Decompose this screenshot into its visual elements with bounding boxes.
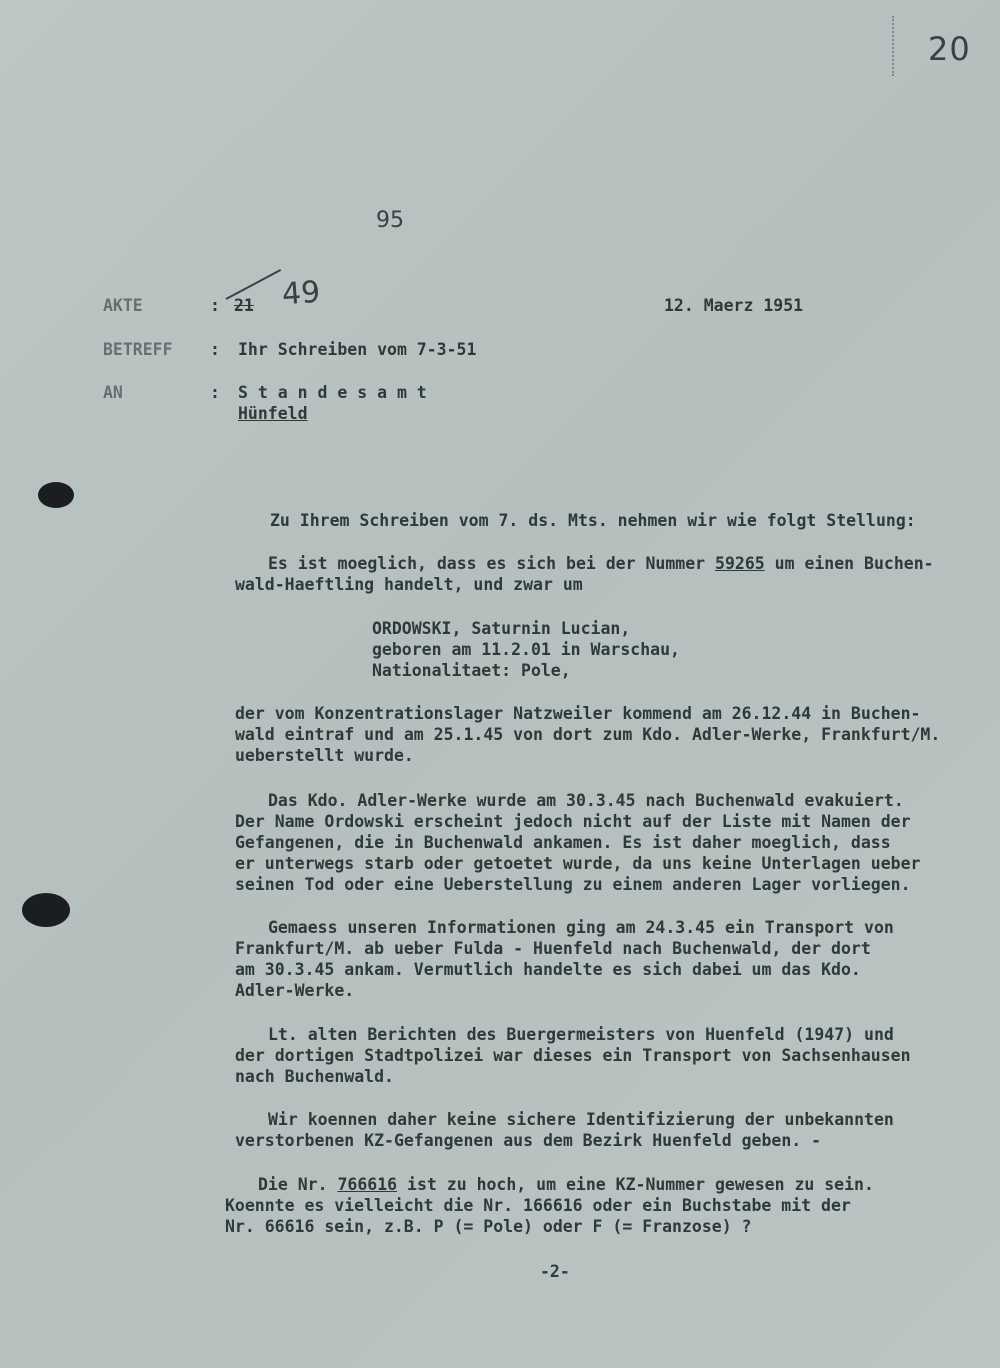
- para5-line: Lt. alten Berichten des Buergermeisters von Huenfeld (1947) und: [268, 1025, 894, 1044]
- para2-line: wald eintraf und am 25.1.45 von dort zum Kdo. Adler-Werke, Frankfurt/M.: [235, 725, 941, 744]
- person-born: geboren am 11.2.01 in Warschau,: [372, 640, 680, 659]
- betreff-label: BETREFF: [103, 340, 173, 359]
- para1-line1-pre: Es ist moeglich, dass es sich bei der Nummer: [268, 554, 716, 573]
- corner-dash-marks: [852, 16, 894, 76]
- para6-line: Wir koennen daher keine sichere Identifizierung der unbekannten: [268, 1110, 894, 1129]
- para2-line: der vom Konzentrationslager Natzweiler kommend am 26.12.44 in Buchen-: [235, 704, 921, 723]
- para6-line: verstorbenen KZ-Gefangenen aus dem Bezirk Huenfeld geben. -: [235, 1131, 822, 1150]
- para4-line: Gemaess unseren Informationen ging am 24.3.45 ein Transport von: [268, 918, 894, 937]
- para3-line: Das Kdo. Adler-Werke wurde am 30.3.45 nach Buchenwald evakuiert.: [268, 791, 904, 810]
- para1-line1: [268, 554, 934, 575]
- para7-line3: Nr. 66616 sein, z.B. P (= Pole) oder F (= Franzose) ?: [225, 1217, 752, 1236]
- ink-blot-upper: [38, 482, 74, 508]
- para3-line: seinen Tod oder eine Ueberstellung zu einem anderen Lager vorliegen.: [235, 875, 911, 894]
- letter-date: 12. Maerz 1951: [664, 296, 804, 315]
- para4-line: Adler-Werke.: [235, 981, 355, 1000]
- para1-line1-post: um einen Buchen-: [764, 554, 934, 573]
- an-city: Hünfeld: [238, 404, 308, 423]
- para4-line: am 30.3.45 ankam. Vermutlich handelte es sich dabei um das Kdo.: [235, 960, 861, 979]
- betreff-separator: :: [210, 340, 220, 359]
- an-separator: :: [210, 383, 220, 402]
- salutation: Zu Ihrem Schreiben vom 7. ds. Mts. nehmen wir wie folgt Stellung:: [270, 511, 916, 530]
- para2-line: ueberstellt wurde.: [235, 746, 414, 765]
- para5-line: der dortigen Stadtpolizei war dieses ein Transport von Sachsenhausen: [235, 1046, 911, 1065]
- para7-line2: Koennte es vielleicht die Nr. 166616 oder ein Buchstabe mit der: [225, 1196, 851, 1215]
- betreff-value: Ihr Schreiben vom 7-3-51: [238, 340, 477, 359]
- para5-line: nach Buchenwald.: [235, 1067, 394, 1086]
- akte-handwritten-number: 49: [280, 274, 322, 313]
- para4-line: Frankfurt/M. ab ueber Fulda - Huenfeld nach Buchenwald, der dort: [235, 939, 871, 958]
- para7-line1: [258, 1175, 874, 1196]
- high-number: 766616: [337, 1175, 398, 1194]
- an-label: AN: [103, 383, 123, 402]
- page-footer: -2-: [540, 1262, 570, 1281]
- an-recipient: S t a n d e s a m t: [238, 383, 427, 402]
- akte-struck-number: 21: [234, 296, 254, 315]
- prisoner-number: 59265: [715, 554, 765, 573]
- person-nationality: Nationalitaet: Pole,: [372, 661, 571, 680]
- akte-label: AKTE: [103, 296, 143, 315]
- archive-page-number: 20: [928, 30, 971, 68]
- para3-line: er unterwegs starb oder getoetet wurde, da uns keine Unterlagen ueber: [235, 854, 921, 873]
- para7-line1-post: ist zu hoch, um eine KZ-Nummer gewesen zu sein.: [397, 1175, 874, 1194]
- para7-line1-pre: Die Nr.: [258, 1175, 338, 1194]
- para1-line2: wald-Haeftling handelt, und zwar um: [235, 575, 583, 594]
- person-name: ORDOWSKI, Saturnin Lucian,: [372, 619, 631, 638]
- para3-line: Gefangenen, die in Buchenwald ankamen. Es ist daher moeglich, dass: [235, 833, 891, 852]
- page-mark: 95: [376, 208, 404, 233]
- ink-blot-lower: [22, 893, 70, 927]
- para3-line: Der Name Ordowski erscheint jedoch nicht auf der Liste mit Namen der: [235, 812, 911, 831]
- akte-separator: :: [210, 296, 220, 315]
